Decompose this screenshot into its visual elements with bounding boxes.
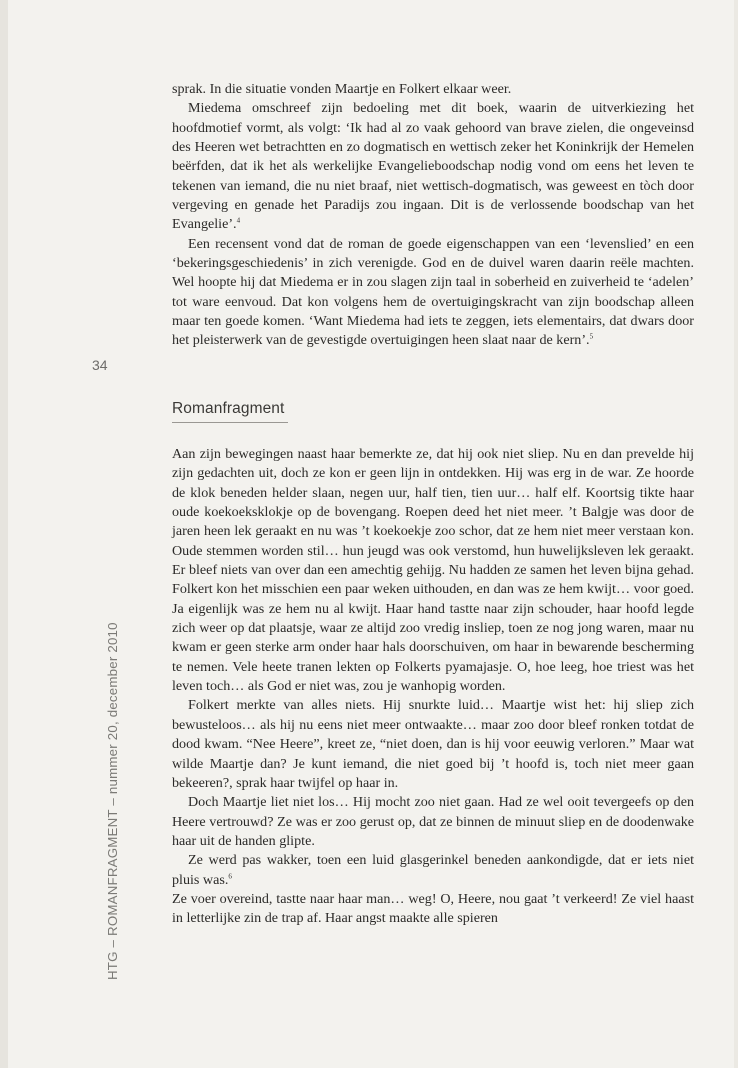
paragraph: Ze werd pas wakker, toen een luid glasgerinkel beneden aankondigde, dat er iets niet pluis was.$^6$	[172, 852, 694, 888]
footnote-marker: 4	[236, 216, 241, 225]
paragraph: sprak. In die situatie vonden Maartje en Folkert elkaar weer.	[172, 81, 512, 97]
section-heading-rule	[172, 422, 288, 423]
top-text-block	[172, 80, 694, 351]
paragraph: Miedema omschreef zijn bedoeling met dit boek, waarin de uitverkiezing het hoofdmotief vormt, als volgt: ‘Ik had al zo vaak gehoord van brave zielen, die ongeveinsd des Heeren wet betrachtten en zo dogmatisch en wettisch zeker het Koninkrijk der Hemelen beërfden, dat ik het als werkelijke Evangelieboodschap nodig vond om eens het leven te tekenen van iemand, die nu niet braaf, niet wettisch-dogmatisch, was geweest en tòch door vergeving en genade het Paradijs zou ingaan. Dit is de verlossende boodschap van het Evangelie’.$^4$	[172, 100, 694, 233]
fragment-text-block	[172, 445, 694, 929]
page-binding-edge	[0, 0, 8, 1068]
paragraph: Ze voer overeind, tastte naar haar man… weg! O, Heere, nou gaat ’t verkeerd! Ze viel haast in letterlijke zin de trap af. Haar angst maakte alle spieren	[172, 890, 694, 927]
page-number: 34	[92, 357, 108, 373]
paragraph: Een recensent vond dat de roman de goede eigenschappen van een ‘levenslied’ en een ‘bekeringsgeschiedenis’ in zich verenigde. God en de duivel waren daarin reële machten. Wel hoopte hij dat Miedema er in zou slagen zijn taal in soberheid en zuiverheid te ‘adelen’ tot ware eenvoud. Dat kon volgens hem de overtuigingskracht van zijn boodschap alleen maar ten goede komen. ‘Want Miedema had iets te zeggen, iets elementairs, dat dwars door het pleisterwerk van de gevestigde overtuigingen heen slaat naar de kern’.$^5$	[172, 235, 694, 349]
paragraph: Doch Maartje liet niet los… Hij mocht zoo niet gaan. Had ze wel ooit tevergeefs op den Heere vertrouwd? Ze was er zoo gerust op, dat ze binnen de minuut sliep en de doodenwake haar uit de handen glipte.	[172, 794, 694, 849]
footnote-marker: 5	[589, 332, 594, 341]
page-right-edge	[734, 0, 738, 1068]
section-heading: Romanfragment	[172, 400, 285, 417]
running-footer: HTG – ROMANFRAGMENT – nummer 20, december 2010	[105, 622, 120, 980]
paragraph: Aan zijn bewegingen naast haar bemerkte ze, dat hij ook niet sliep. Nu en dan prevelde hij zijn gedachten uit, doch ze kon er geen lijn in ontdekken. Hij was erg in de war. Ze hoorde de klok beneden helder slaan, negen uur, half tien, tien uur… half elf. Koortsig tikte haar oude koekoeksklokje op de bovengang. Roepen deed het niet meer. ’t Balgje was door de jaren heen lek geraakt en nu was ’t koekoekje zoo schor, dat ze hem niet meer verstaan kon. Oude stemmen worden stil… hun jeugd was ook verstomd, hun huwelijksleven lek geraakt. Er bleef niets van over dan een amechtig gehijg. Nu hadden ze samen het leven bijna gehad. Folkert kon het misschien een paar weken uithouden, en dan was ze hem kwijt… voor goed. Ja eigenlijk was ze hem nu al kwijt. Haar hand tastte naar zijn schouder, haar hoofd legde zich weer op dat plaatsje, waar ze altijd zoo vredig insliep, toen ze nog jong waren, maar nu kwam er geen sterke arm onder haar hals doorschuiven, om haar in bewarende bescherming te nemen. Vele heete tranen lekten op Folkerts pyamajasje. O, hoe leeg, hoe triest was het leven toch… als God er niet was, zou je wanhopig worden.	[172, 446, 694, 695]
paragraph: Folkert merkte van alles niets. Hij snurkte luid… Maartje wist het: hij sliep zich bewusteloos… als hij nu eens niet meer ontwaakte… maar zoo door bleef ronken totdat de dood kwam. “Nee Heere”, kreet ze, “niet doen, dan is hij voor eeuwig verloren.” Maar wat wilde Maartje dan? Je kunt iemand, die niet goed bij ’t hoofd is, toch niet meer gaan bekeeren?, sprak haar twijfel op haar in.	[172, 697, 694, 791]
footnote-marker: 6	[228, 871, 232, 880]
